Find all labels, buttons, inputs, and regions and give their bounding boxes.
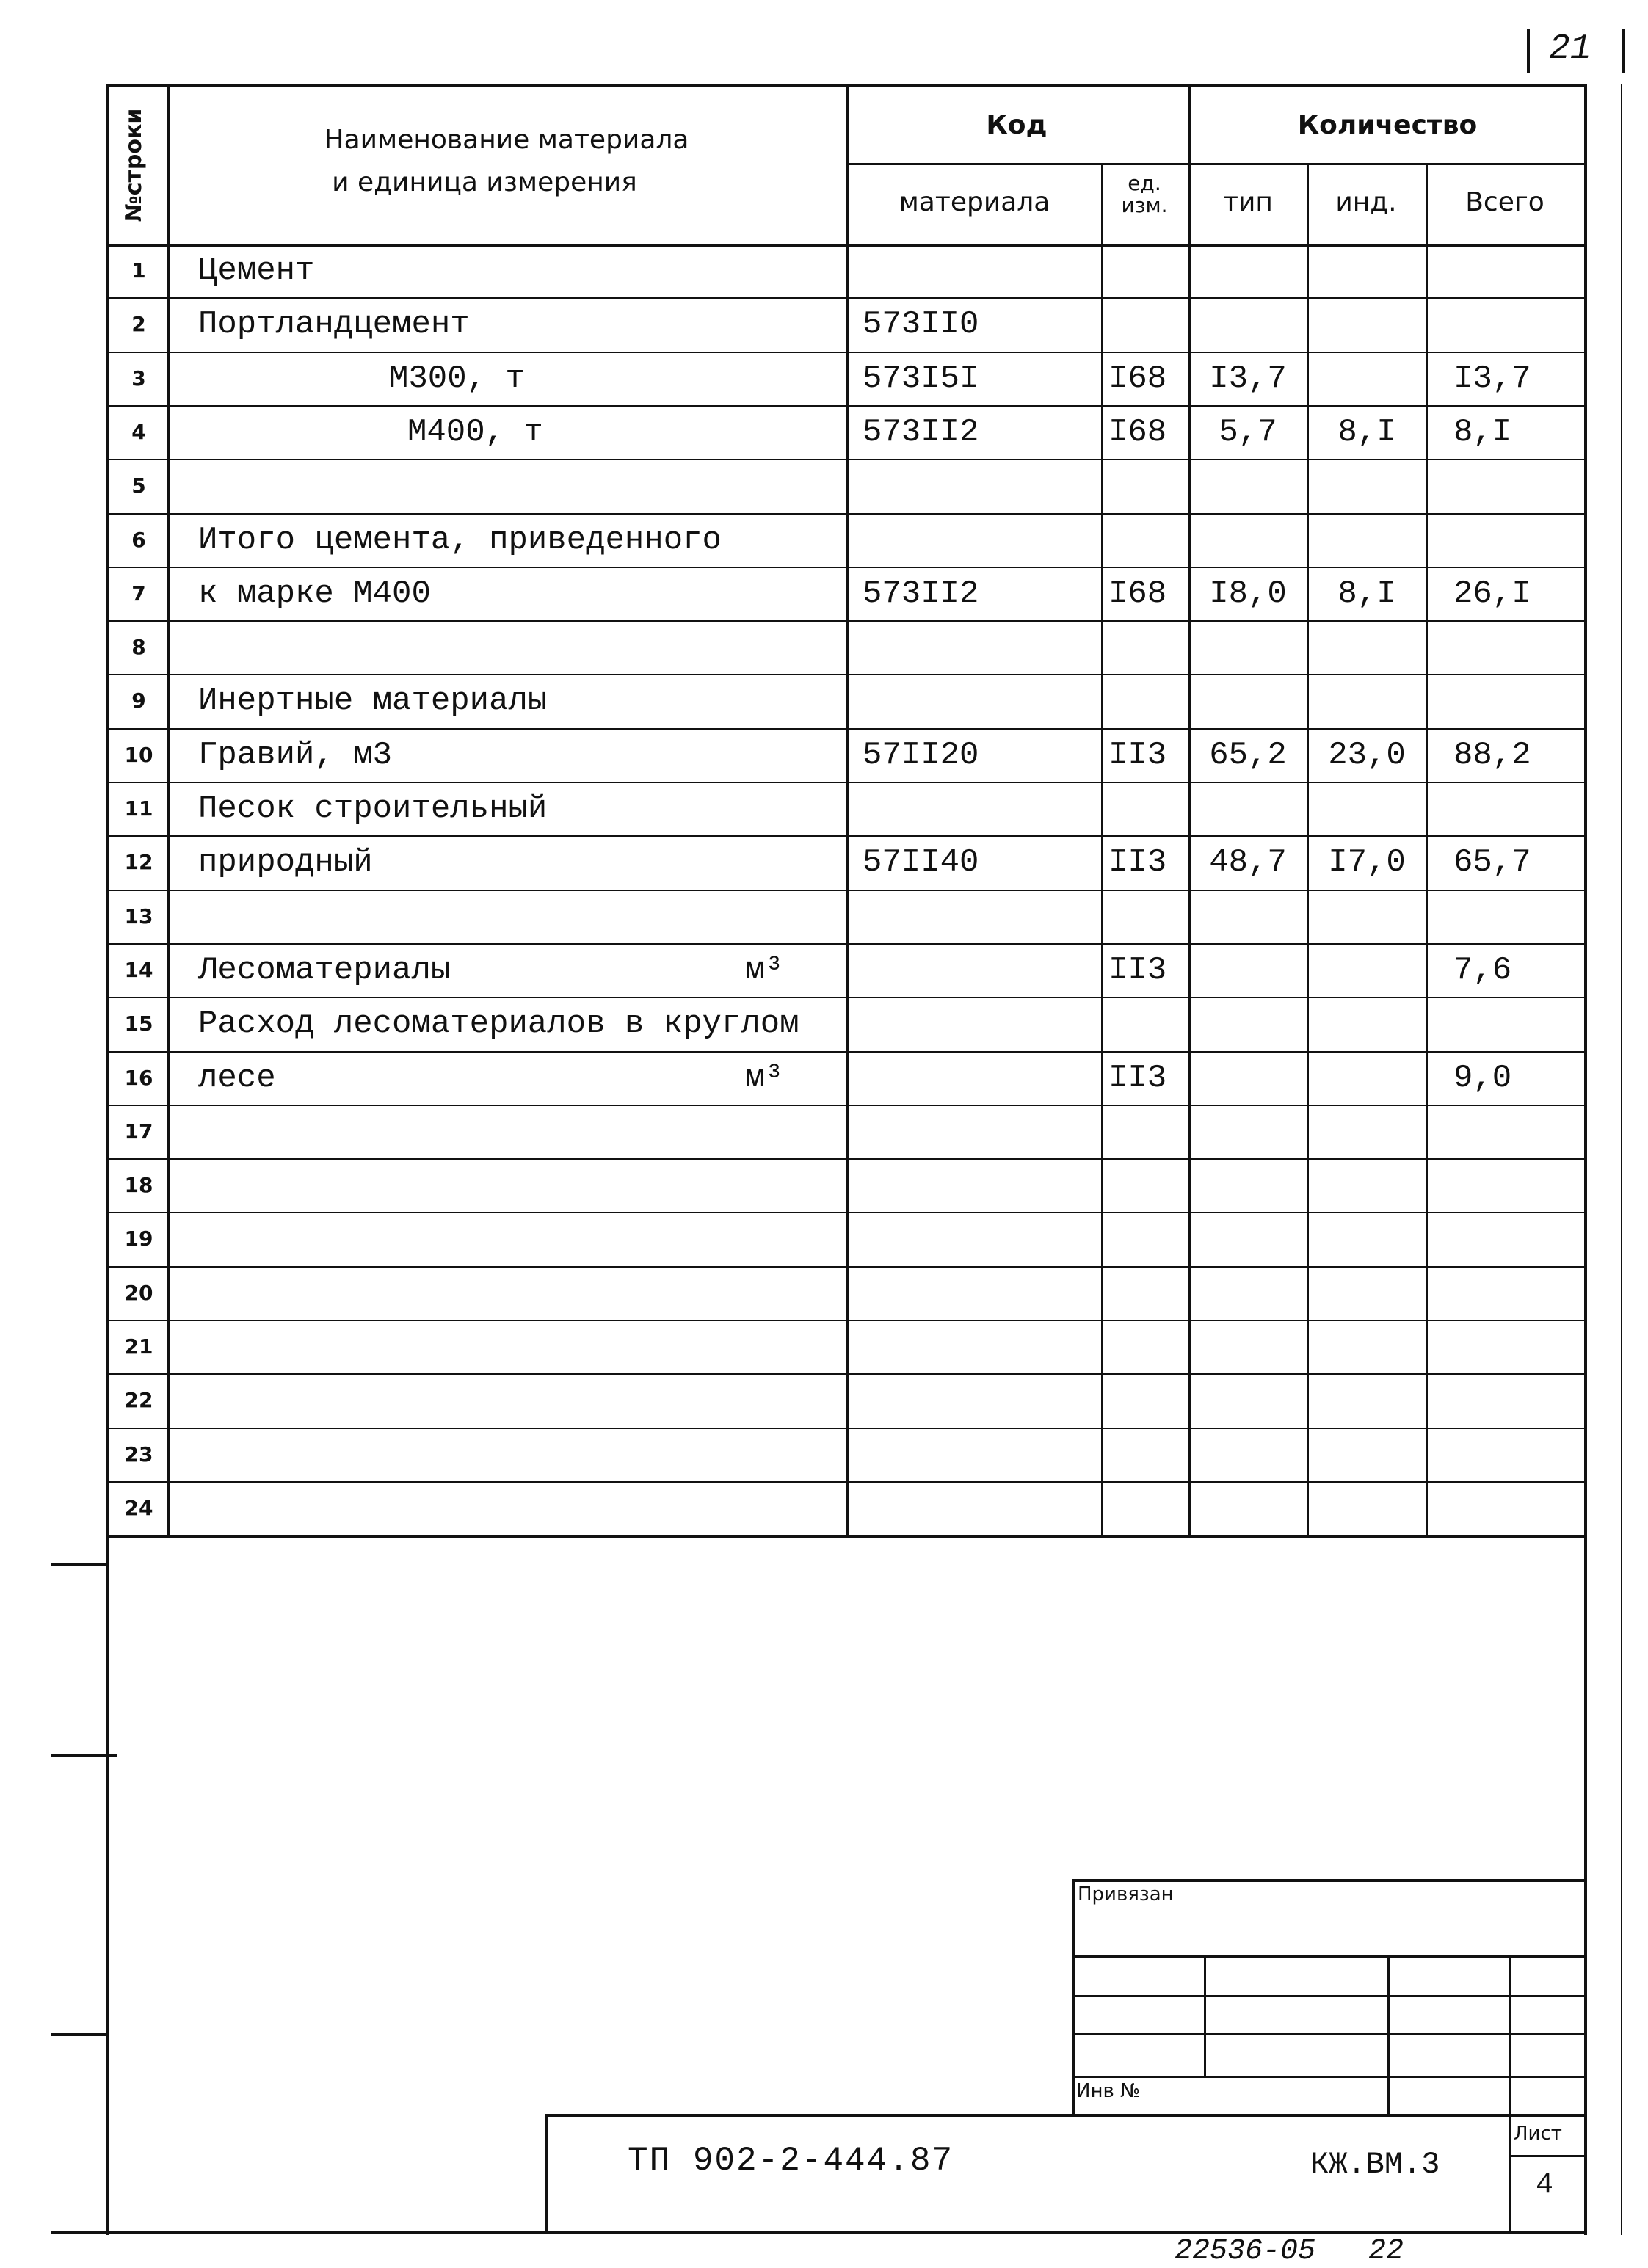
quantity-type: I8,0 xyxy=(1209,575,1287,612)
quantity-ind xyxy=(1310,352,1424,405)
quantity-total-header: Всего xyxy=(1465,187,1544,217)
code-unit-header-line1: ед. xyxy=(1128,171,1161,195)
code-material-header: материала xyxy=(899,187,1050,217)
unit-code xyxy=(1108,1428,1186,1481)
quantity-total xyxy=(1453,674,1582,727)
unit-code xyxy=(1108,1105,1186,1158)
quantity-total: 88,2 xyxy=(1453,736,1531,774)
quantity-ind xyxy=(1310,1266,1424,1320)
quantity-total: 9,0 xyxy=(1453,1059,1512,1097)
row-number: 14 xyxy=(124,958,153,982)
quantity-ind xyxy=(1310,997,1424,1050)
bound-label: Привязан xyxy=(1078,1883,1174,1905)
row-number: 15 xyxy=(124,1011,153,1036)
material-code xyxy=(863,1158,1097,1212)
margin-mark xyxy=(51,1563,106,1566)
col-line xyxy=(167,84,170,1535)
stamp-divider xyxy=(1204,1955,1206,2077)
quantity-ind xyxy=(1310,513,1424,567)
quantity-type xyxy=(1191,1373,1305,1427)
quantity-total xyxy=(1453,1428,1582,1481)
quantity-type xyxy=(1191,244,1305,297)
material-code xyxy=(863,1428,1097,1481)
quantity-type: I3,7 xyxy=(1209,360,1287,397)
material-code xyxy=(863,513,1097,567)
quantity-ind xyxy=(1310,1105,1424,1158)
quantity-total xyxy=(1453,459,1582,512)
row-number: 11 xyxy=(124,796,153,821)
unit-code: I68 xyxy=(1108,413,1167,451)
unit-code xyxy=(1108,997,1186,1050)
quantity-ind xyxy=(1310,1428,1424,1481)
quantity-type xyxy=(1191,674,1305,727)
quantity-total xyxy=(1453,1105,1582,1158)
row-number: 12 xyxy=(124,850,153,874)
corner-mark xyxy=(1527,29,1530,73)
quantity-ind: 23,0 xyxy=(1328,736,1406,774)
quantity-type xyxy=(1191,1481,1305,1535)
material-unit-suffix: м³ xyxy=(745,951,784,989)
quantity-total xyxy=(1453,782,1582,835)
quantity-type xyxy=(1191,1105,1305,1158)
material-code xyxy=(863,1051,1097,1105)
quantity-ind xyxy=(1310,1320,1424,1373)
row-number: 1 xyxy=(131,258,146,283)
quantity-ind xyxy=(1310,890,1424,943)
row-number: 7 xyxy=(131,581,146,606)
stamp-divider xyxy=(1387,1955,1390,2114)
quantity-type xyxy=(1191,997,1305,1050)
quantity-total xyxy=(1453,244,1582,297)
material-code xyxy=(863,620,1097,674)
quantity-ind: I7,0 xyxy=(1328,843,1406,881)
material-unit-suffix: м³ xyxy=(745,1059,784,1097)
quantity-total xyxy=(1453,1373,1582,1427)
quantity-ind xyxy=(1310,782,1424,835)
row-number: 4 xyxy=(131,420,146,444)
material-code xyxy=(863,1212,1097,1265)
quantity-type xyxy=(1191,297,1305,351)
row-number: 6 xyxy=(131,528,146,552)
material-code xyxy=(863,1481,1097,1535)
code-header: Код xyxy=(986,110,1048,140)
unit-code: I68 xyxy=(1108,575,1167,612)
title-divider xyxy=(1509,2114,1511,2234)
quantity-ind xyxy=(1310,459,1424,512)
material-code xyxy=(863,997,1097,1050)
quantity-total: 7,6 xyxy=(1453,951,1512,989)
name-header-line2: и единица измерения xyxy=(332,167,637,197)
quantity-total: 26,I xyxy=(1453,575,1531,612)
unit-code xyxy=(1108,1481,1186,1535)
row-number: 20 xyxy=(124,1281,153,1305)
quantity-type: 5,7 xyxy=(1219,413,1277,451)
material-code xyxy=(863,244,1097,297)
unit-code xyxy=(1108,1212,1186,1265)
row-no-header xyxy=(121,88,165,242)
material-code: 573II2 xyxy=(863,413,979,451)
doc-code: ТП 902-2-444.87 xyxy=(628,2142,954,2180)
row-number: 24 xyxy=(124,1496,153,1520)
material-name: к марке M400 xyxy=(198,575,431,612)
title-left xyxy=(545,2114,548,2234)
unit-code xyxy=(1108,297,1186,351)
row-number: 9 xyxy=(131,688,146,713)
unit-code: I68 xyxy=(1108,360,1167,397)
row-number: 10 xyxy=(124,743,153,767)
quantity-total xyxy=(1453,1158,1582,1212)
material-name: Гравий, м3 xyxy=(198,736,393,774)
quantity-type xyxy=(1191,1320,1305,1373)
quantity-ind xyxy=(1310,1158,1424,1212)
col-line xyxy=(1101,163,1103,1535)
quantity-total xyxy=(1453,620,1582,674)
unit-code xyxy=(1108,1158,1186,1212)
row-number: 21 xyxy=(124,1334,153,1359)
material-name: Песок строительный xyxy=(198,790,548,827)
material-code: 57II20 xyxy=(863,736,979,774)
material-name xyxy=(198,1105,839,1158)
unit-code xyxy=(1108,890,1186,943)
quantity-total xyxy=(1453,1320,1582,1373)
quantity-type xyxy=(1191,890,1305,943)
row-number: 19 xyxy=(124,1226,153,1251)
material-code xyxy=(863,674,1097,727)
quantity-total xyxy=(1453,513,1582,567)
header-mid-line xyxy=(846,163,1584,165)
quantity-total xyxy=(1453,1212,1582,1265)
row-number: 23 xyxy=(124,1442,153,1466)
col-line xyxy=(1307,163,1309,1535)
material-name xyxy=(198,1373,839,1427)
quantity-total xyxy=(1453,1481,1582,1535)
row-number: 16 xyxy=(124,1066,153,1090)
material-code: 57II40 xyxy=(863,843,979,881)
quantity-type xyxy=(1191,1051,1305,1105)
material-name xyxy=(198,620,839,674)
material-name: лесе xyxy=(198,1059,276,1097)
quantity-ind xyxy=(1310,943,1424,997)
material-name: Инертные материалы xyxy=(198,682,548,719)
material-name xyxy=(198,1266,839,1320)
row-line xyxy=(106,1535,1584,1538)
quantity-type xyxy=(1191,1266,1305,1320)
material-code xyxy=(863,1266,1097,1320)
unit-code xyxy=(1108,1320,1186,1373)
corner-mark xyxy=(1622,29,1625,73)
quantity-ind xyxy=(1310,1373,1424,1427)
material-name xyxy=(198,1428,839,1481)
unit-code: II3 xyxy=(1108,736,1167,774)
quantity-ind xyxy=(1310,620,1424,674)
material-name: Цемент xyxy=(198,252,315,289)
quantity-ind xyxy=(1310,244,1424,297)
material-name: Портландцемент xyxy=(198,305,470,343)
page-number: 21 xyxy=(1549,29,1591,69)
material-name xyxy=(198,459,839,512)
material-code xyxy=(863,1105,1097,1158)
quantity-type xyxy=(1191,782,1305,835)
material-name xyxy=(198,1481,839,1535)
unit-code xyxy=(1108,782,1186,835)
stamp-top xyxy=(1072,1879,1586,1882)
quantity-type xyxy=(1191,1212,1305,1265)
unit-code xyxy=(1108,674,1186,727)
quantity-ind xyxy=(1310,674,1424,727)
quantity-type xyxy=(1191,1158,1305,1212)
unit-code: II3 xyxy=(1108,843,1167,881)
material-code: 573I5I xyxy=(863,360,979,397)
name-header-line1: Наименование материала xyxy=(324,125,689,155)
row-number: 13 xyxy=(124,904,153,928)
material-name: Расход лесоматериалов в круглом xyxy=(198,1005,799,1042)
material-name: M400, т xyxy=(407,413,543,451)
col-line xyxy=(1426,163,1428,1535)
row-no-header-text: №строки xyxy=(121,108,147,222)
material-name: Итого цемента, приведенного xyxy=(198,521,722,559)
quantity-ind xyxy=(1310,1212,1424,1265)
material-name xyxy=(198,1320,839,1373)
material-name xyxy=(198,1158,839,1212)
margin-mark xyxy=(51,1754,117,1757)
unit-code: II3 xyxy=(1108,951,1167,989)
code-unit-header-line2: изм. xyxy=(1121,193,1168,217)
quantity-ind xyxy=(1310,297,1424,351)
row-number: 22 xyxy=(124,1388,153,1412)
material-code xyxy=(863,1373,1097,1427)
row-number: 18 xyxy=(124,1173,153,1197)
quantity-total: 8,I xyxy=(1453,413,1512,451)
unit-code: II3 xyxy=(1108,1059,1167,1097)
quantity-ind: 8,I xyxy=(1337,575,1396,612)
unit-code xyxy=(1108,513,1186,567)
row-number: 3 xyxy=(131,366,146,390)
quantity-total xyxy=(1453,1266,1582,1320)
frame-right xyxy=(1584,84,1587,2235)
material-name: Лесоматериалы xyxy=(198,951,451,989)
quantity-type: 65,2 xyxy=(1209,736,1287,774)
quantity-type-header: тип xyxy=(1223,187,1273,217)
sheet-label: Лист xyxy=(1514,2123,1562,2145)
quantity-ind: 8,I xyxy=(1337,413,1396,451)
quantity-type xyxy=(1191,620,1305,674)
material-name: природный xyxy=(198,843,373,881)
material-name: M300, т xyxy=(389,360,525,397)
inv-no-label: Инв № xyxy=(1076,2080,1141,2102)
material-code xyxy=(863,1320,1097,1373)
quantity-header: Количество xyxy=(1297,110,1478,140)
code-unit-header xyxy=(1101,172,1188,217)
unit-code xyxy=(1108,620,1186,674)
frame-bottom xyxy=(51,2231,1587,2234)
quantity-type: 48,7 xyxy=(1209,843,1287,881)
frame-left xyxy=(106,84,109,2235)
quantity-total: 65,7 xyxy=(1453,843,1531,881)
quantity-type xyxy=(1191,513,1305,567)
quantity-total xyxy=(1453,997,1582,1050)
row-number: 2 xyxy=(131,312,146,336)
quantity-type xyxy=(1191,459,1305,512)
archive-number: 22536-05 22 xyxy=(1175,2235,1404,2268)
quantity-total: I3,7 xyxy=(1453,360,1531,397)
material-code xyxy=(863,459,1097,512)
quantity-ind xyxy=(1310,1051,1424,1105)
unit-code xyxy=(1108,1373,1186,1427)
stamp-divider xyxy=(1509,1955,1511,2114)
material-code xyxy=(863,943,1097,997)
quantity-total xyxy=(1453,890,1582,943)
margin-mark xyxy=(51,2033,106,2036)
material-code: 573II0 xyxy=(863,305,979,343)
unit-code xyxy=(1108,459,1186,512)
row-number: 8 xyxy=(131,635,146,659)
doc-mark: КЖ.ВМ.3 xyxy=(1310,2147,1440,2182)
quantity-total xyxy=(1453,297,1582,351)
material-name xyxy=(198,890,839,943)
unit-code xyxy=(1108,1266,1186,1320)
material-code xyxy=(863,782,1097,835)
quantity-type xyxy=(1191,1428,1305,1481)
row-number: 17 xyxy=(124,1119,153,1144)
col-line xyxy=(846,84,849,1535)
material-code xyxy=(863,890,1097,943)
sheet-line xyxy=(1509,2155,1586,2157)
quantity-type xyxy=(1191,943,1305,997)
quantity-ind xyxy=(1310,1481,1424,1535)
material-name xyxy=(198,1212,839,1265)
frame-right-outer xyxy=(1621,84,1622,2235)
unit-code xyxy=(1108,244,1186,297)
material-code: 573II2 xyxy=(863,575,979,612)
row-number: 5 xyxy=(131,473,146,498)
title-top xyxy=(545,2114,1587,2117)
quantity-ind-header: инд. xyxy=(1335,187,1397,217)
sheet-number: 4 xyxy=(1536,2169,1554,2202)
